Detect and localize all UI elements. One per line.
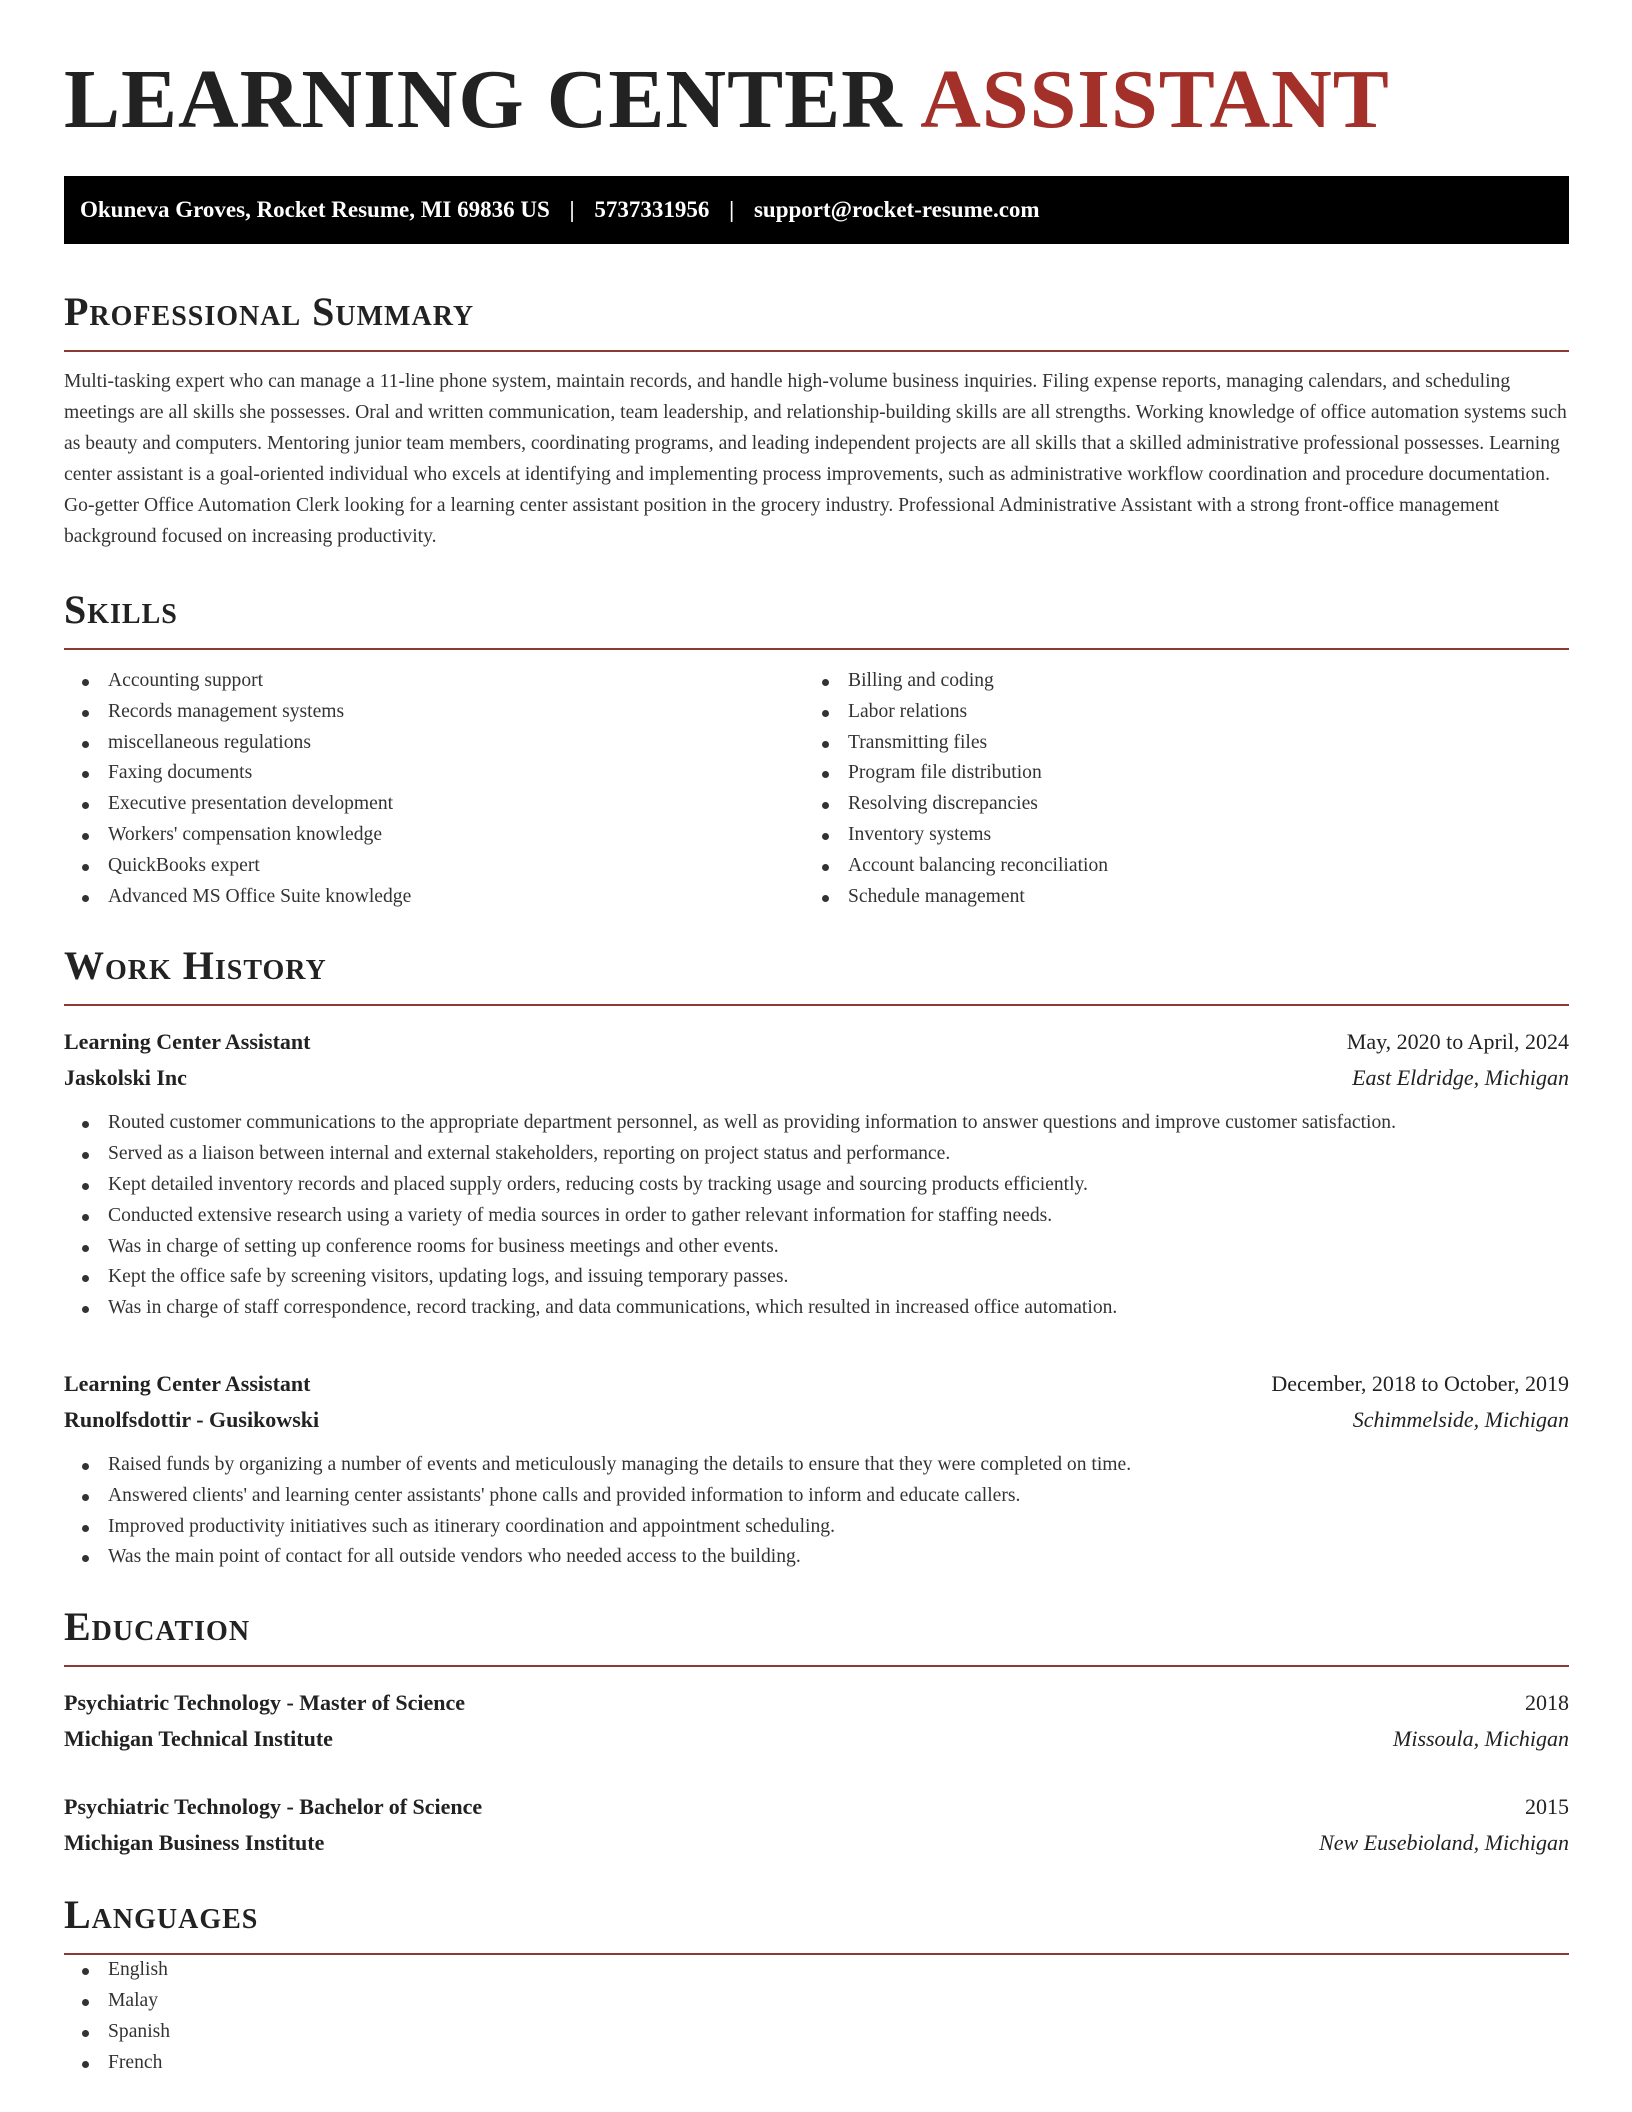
education-heading: Education	[64, 1603, 1569, 1667]
education-year: 2018	[1525, 1690, 1569, 1716]
skill-item: Inventory systems	[804, 820, 1544, 851]
job-bullet: Improved productivity initiatives such as itinerary coordination and appointment scheduling.	[64, 1512, 1569, 1543]
job-company-row	[64, 1402, 1569, 1438]
work-heading: Work History	[64, 942, 1569, 1006]
title-accent: ASSISTANT	[920, 53, 1390, 146]
job-bullet: Served as a liaison between internal and external stakeholders, reporting on project status and performance.	[64, 1139, 1569, 1170]
summary-heading: Professional Summary	[64, 288, 1569, 352]
summary-text: Multi-tasking expert who can manage a 11-line phone system, maintain records, and handle high-volume business inquiries. Filing expense reports, managing calendars, and scheduling meetings are all skills she possesses. Oral and written communication, team leadership, and relationship-building skills are all strengths. Working knowledge of office automation systems such as beauty and computers. Mentoring junior team members, coordinating programs, and leading independent projects are all skills that a skilled administrative professional possesses. Learning center assistant is a goal-oriented individual who excels at identifying and implementing process improvements, such as administrative workflow coordination and procedure documentation. Go-getter Office Automation Clerk looking for a learning center assistant position in the grocery industry. Professional Administrative Assistant with a strong front-office management background focused on increasing productivity.	[64, 371, 1567, 547]
language-item: Spanish	[64, 2017, 1569, 2048]
skills-section	[64, 586, 1569, 912]
language-item: English	[64, 1955, 1569, 1986]
skill-item: Accounting support	[64, 666, 804, 697]
job-company: Jaskolski Inc	[64, 1065, 187, 1091]
skill-item: Workers' compensation knowledge	[64, 820, 804, 851]
job-bullet: Raised funds by organizing a number of events and meticulously managing the details to ensure that they were completed on time.	[64, 1450, 1569, 1481]
skill-item: Executive presentation development	[64, 789, 804, 820]
skill-item: QuickBooks expert	[64, 851, 804, 882]
job-entry	[64, 1024, 1569, 1324]
work-section	[64, 942, 1569, 1573]
contact-phone[interactable]: 5737331956	[594, 197, 710, 222]
job-company-row	[64, 1060, 1569, 1096]
title-main: LEARNING CENTER	[64, 53, 903, 146]
skill-item: miscellaneous regulations	[64, 728, 804, 759]
job-bullet: Was in charge of setting up conference rooms for business meetings and other events.	[64, 1232, 1569, 1263]
skill-item: Records management systems	[64, 697, 804, 728]
job-bullet: Routed customer communications to the appropriate department personnel, as well as providing information to answer questions and improve customer satisfaction.	[64, 1108, 1569, 1139]
job-dates: December, 2018 to October, 2019	[1271, 1370, 1569, 1396]
skill-item: Labor relations	[804, 697, 1544, 728]
education-location: New Eusebioland, Michigan	[1319, 1830, 1569, 1856]
job-bullet: Conducted extensive research using a variety of media sources in order to gather relevant information for staffing needs.	[64, 1201, 1569, 1232]
contact-address: Okuneva Groves, Rocket Resume, MI 69836 US	[80, 197, 550, 222]
job-role: Learning Center Assistant	[64, 1029, 311, 1055]
skills-right-list	[804, 666, 1544, 912]
education-degree: Psychiatric Technology - Bachelor of Science	[64, 1794, 483, 1820]
education-location: Missoula, Michigan	[1393, 1726, 1569, 1752]
languages-section	[64, 1891, 1569, 2078]
education-school-row	[64, 1825, 1569, 1861]
education-degree-row	[64, 1789, 1569, 1825]
education-degree-row	[64, 1685, 1569, 1721]
skills-left-list	[64, 666, 804, 912]
skill-item: Schedule management	[804, 882, 1544, 913]
education-degree: Psychiatric Technology - Master of Science	[64, 1690, 466, 1716]
education-school: Michigan Technical Institute	[64, 1726, 333, 1752]
contact-separator: |	[729, 197, 735, 222]
job-location: East Eldridge, Michigan	[1352, 1065, 1569, 1091]
skills-heading: Skills	[64, 586, 1569, 650]
job-bullet: Kept the office safe by screening visitors, updating logs, and issuing temporary passes.	[64, 1262, 1569, 1293]
job-bullet: Was the main point of contact for all outside vendors who needed access to the building.	[64, 1542, 1569, 1573]
skill-item: Faxing documents	[64, 758, 804, 789]
job-dates: May, 2020 to April, 2024	[1346, 1029, 1569, 1055]
language-item: Malay	[64, 1986, 1569, 2017]
education-entry	[64, 1789, 1569, 1861]
languages-list	[64, 1955, 1569, 2078]
resume-title	[64, 0, 1569, 148]
job-bullets	[64, 1108, 1569, 1324]
job-header-row	[64, 1366, 1569, 1402]
skill-item: Billing and coding	[804, 666, 1544, 697]
education-section	[64, 1603, 1569, 1861]
language-item: French	[64, 2048, 1569, 2079]
job-entry	[64, 1366, 1569, 1573]
skill-item: Transmitting files	[804, 728, 1544, 759]
job-bullet: Answered clients' and learning center assistants' phone calls and provided information to inform and educate callers.	[64, 1481, 1569, 1512]
contact-email[interactable]: support@rocket-resume.com	[753, 197, 1040, 222]
job-bullet: Was in charge of staff correspondence, record tracking, and data communications, which resulted in increased office automation.	[64, 1293, 1569, 1324]
resume-page	[64, 0, 1569, 2078]
languages-heading: Languages	[64, 1891, 1569, 1955]
contact-separator: |	[569, 197, 575, 222]
job-bullets	[64, 1450, 1569, 1573]
job-location: Schimmelside, Michigan	[1352, 1406, 1569, 1432]
summary-section	[64, 288, 1569, 552]
education-school-row	[64, 1721, 1569, 1757]
job-bullet: Kept detailed inventory records and placed supply orders, reducing costs by tracking usage and sourcing products efficiently.	[64, 1170, 1569, 1201]
job-company: Runolfsdottir - Gusikowski	[64, 1406, 320, 1432]
skill-item: Account balancing reconciliation	[804, 851, 1544, 882]
education-entry	[64, 1685, 1569, 1757]
skills-grid	[64, 666, 1569, 912]
skill-item: Advanced MS Office Suite knowledge	[64, 882, 804, 913]
job-role: Learning Center Assistant	[64, 1370, 311, 1396]
job-header-row	[64, 1024, 1569, 1060]
skill-item: Resolving discrepancies	[804, 789, 1544, 820]
contact-bar	[64, 176, 1569, 244]
education-year: 2015	[1525, 1794, 1569, 1820]
education-school: Michigan Business Institute	[64, 1830, 325, 1856]
skill-item: Program file distribution	[804, 758, 1544, 789]
